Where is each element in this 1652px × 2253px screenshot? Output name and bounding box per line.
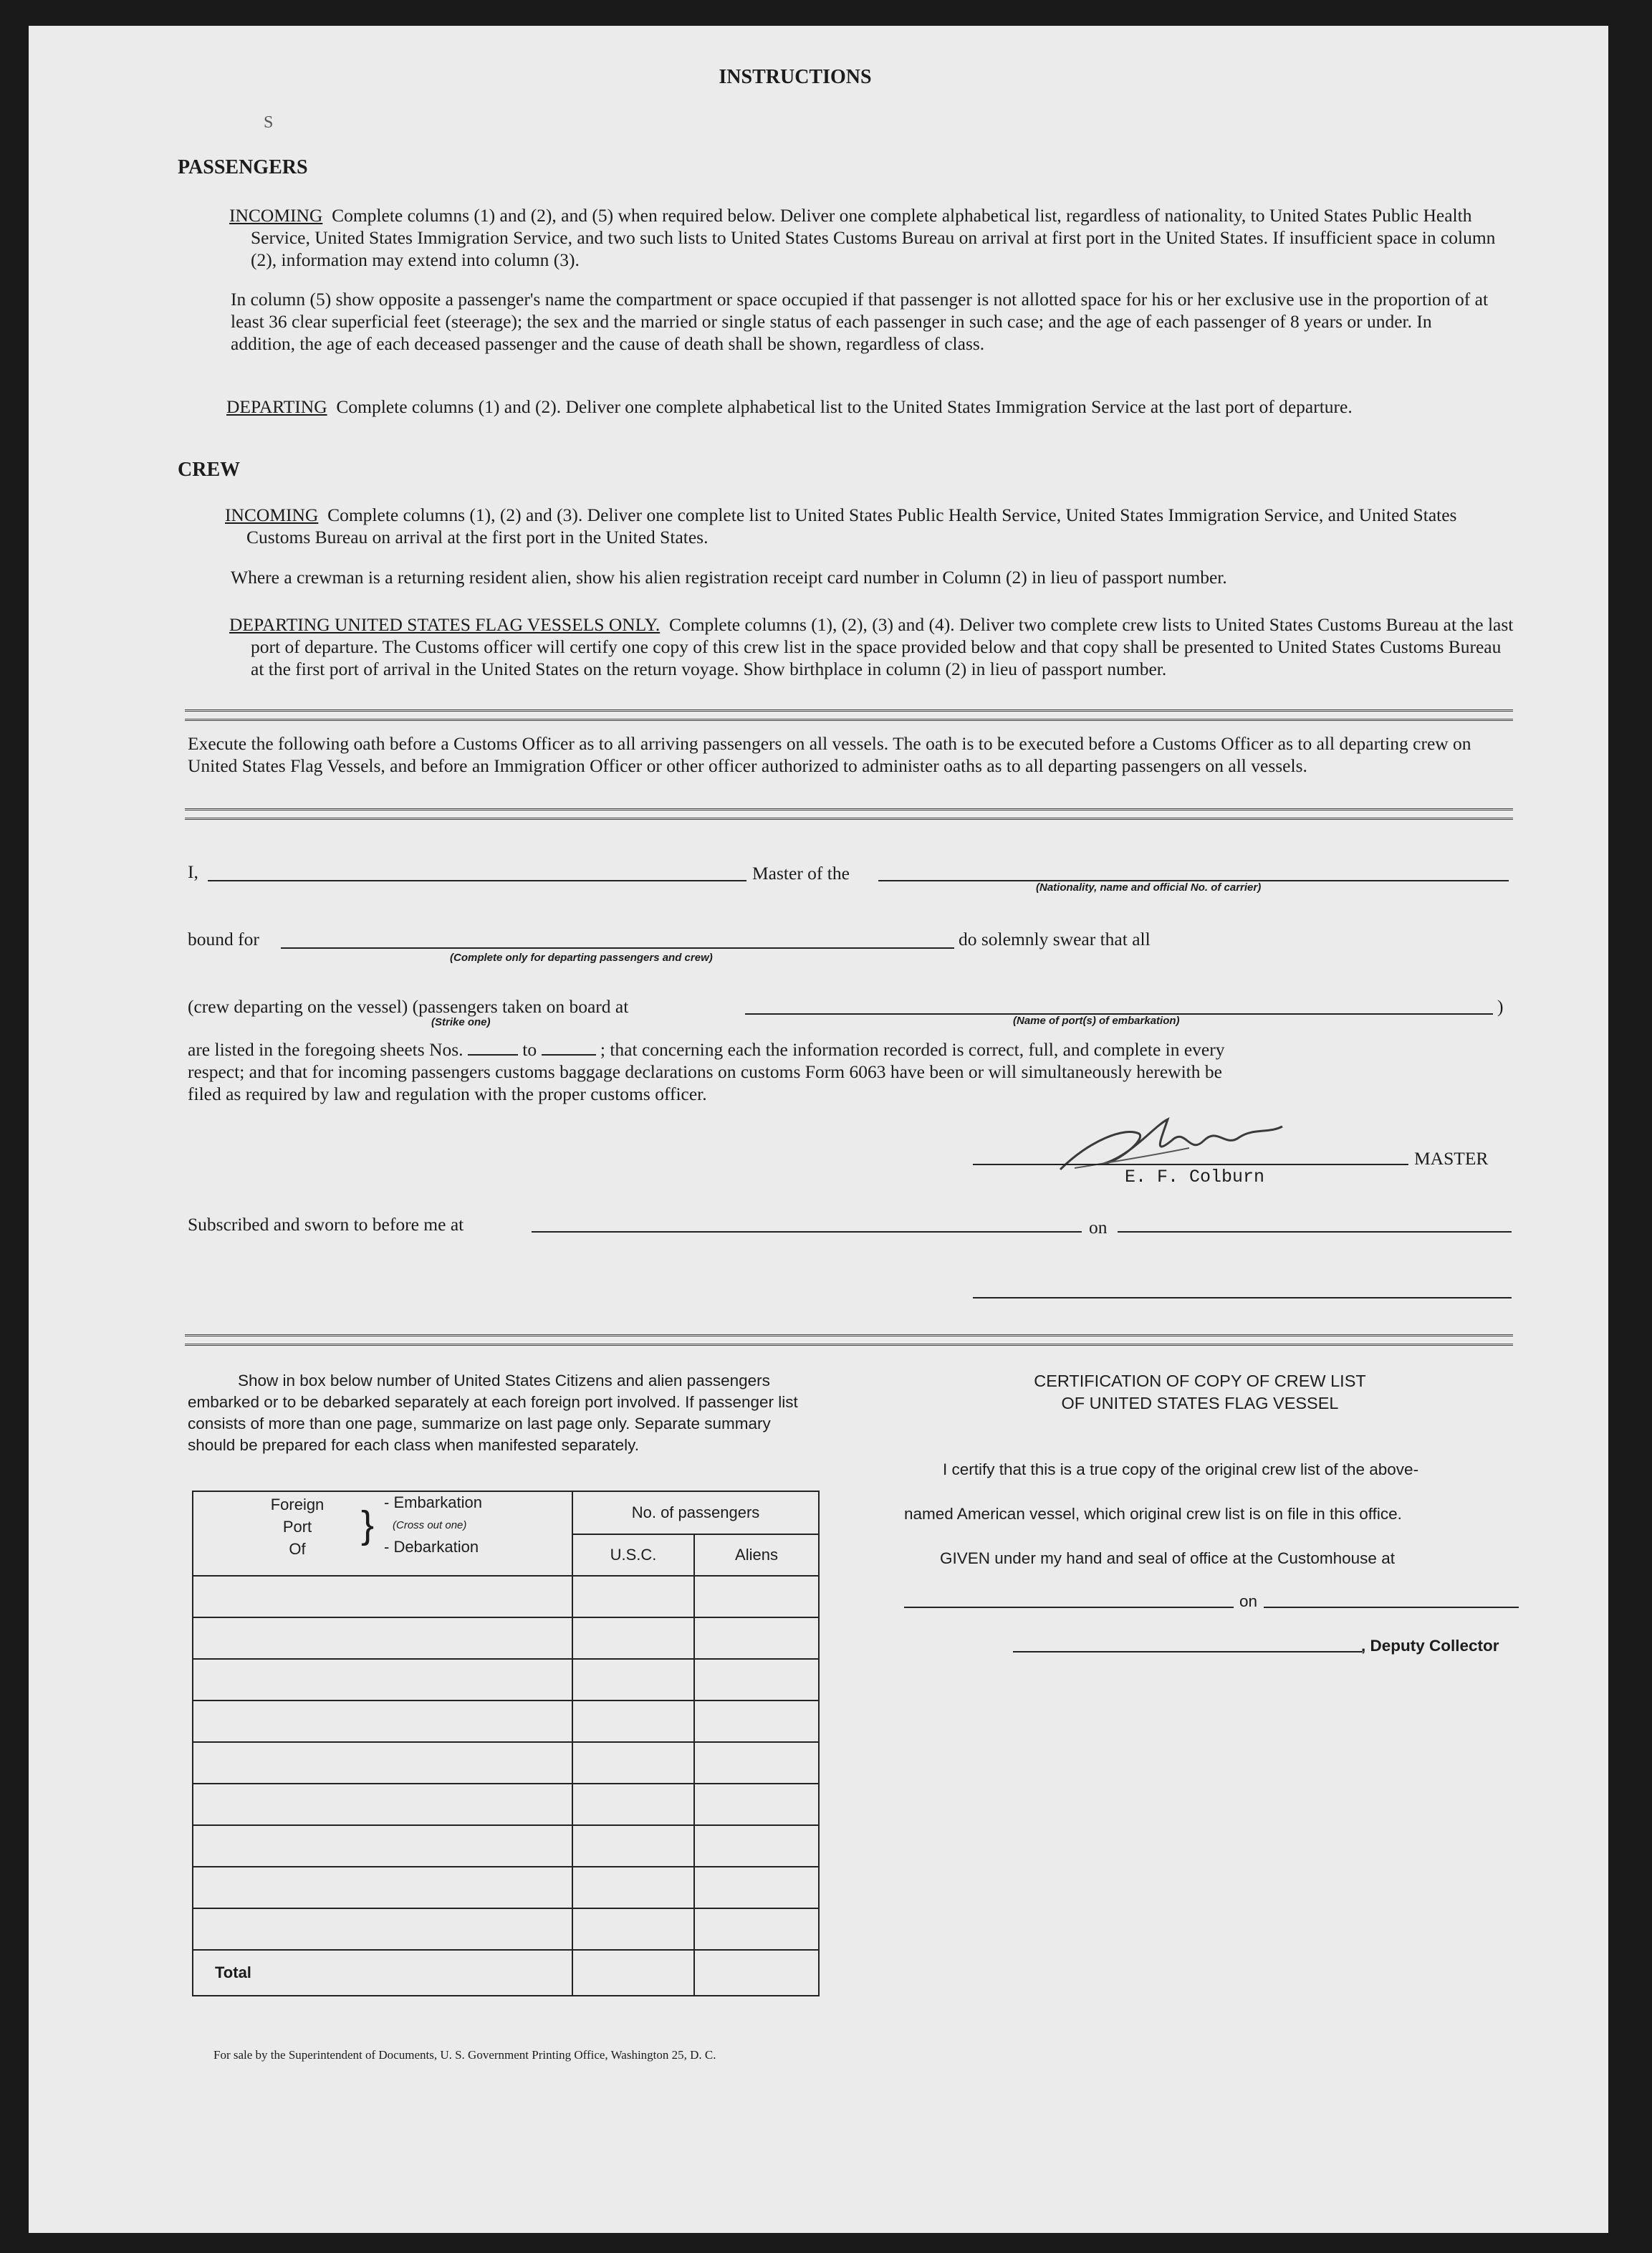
footer-note: For sale by the Superintendent of Documents, U. S. Government Printing Office, Washington 25, D. C. xyxy=(213,2048,716,2062)
aliens-cell[interactable] xyxy=(694,1784,819,1825)
crew-incoming-paragraph xyxy=(225,504,1514,548)
usc-cell[interactable] xyxy=(572,1784,694,1825)
passengers-departing-text: Complete columns (1) and (2). Deliver one complete alphabetical list to the United States Immigration Service at the last port of departure. xyxy=(336,396,1353,417)
subscribed-date-field[interactable] xyxy=(1118,1231,1512,1233)
sheet-to-field[interactable] xyxy=(542,1054,596,1056)
passengers-heading: PASSENGERS xyxy=(178,156,308,178)
port-cell[interactable] xyxy=(193,1659,572,1700)
table-row xyxy=(193,1700,819,1742)
ports-caption: (Name of port(s) of embarkation) xyxy=(1013,1015,1180,1027)
table-row xyxy=(193,1659,819,1700)
usc-cell[interactable] xyxy=(572,1617,694,1659)
master-name-field[interactable] xyxy=(208,880,746,881)
total-label: Total xyxy=(193,1950,572,1996)
subscribed-on-label: on xyxy=(1089,1217,1108,1238)
crew-departing-text: Complete columns (1), (2), (3) and (4). Deliver two complete crew lists to United States Customs Bureau at the last port of departure. The Customs officer will certify one copy of this crew list in the space provided below and that copy shall be presented to United States Customs Bureau at the first port of arrival in the United States on the return voyage. Show birthplace in column (2) in lieu of passport number. xyxy=(251,614,1514,679)
usc-cell[interactable] xyxy=(572,1659,694,1700)
divider xyxy=(185,709,1513,721)
listed-text-4: filed as required by law and regulation with the proper customs officer. xyxy=(188,1084,707,1104)
stray-mark: S xyxy=(264,113,274,132)
crew-incoming-lead: INCOMING xyxy=(225,504,319,525)
table-row xyxy=(193,1908,819,1950)
port-cell[interactable] xyxy=(193,1784,572,1825)
of-label: Of xyxy=(289,1540,306,1558)
usc-cell[interactable] xyxy=(572,1908,694,1950)
certification-on-label: on xyxy=(1239,1592,1258,1610)
table-row xyxy=(193,1867,819,1908)
deputy-signature-field[interactable] xyxy=(1013,1651,1363,1652)
crew-departing-paragraph xyxy=(229,613,1519,680)
foreign-port-label xyxy=(265,1493,330,1560)
table-row xyxy=(193,1742,819,1784)
aliens-cell[interactable] xyxy=(694,1617,819,1659)
crew-resident-paragraph: Where a crewman is a returning resident alien, show his alien registration receipt card number in Column (2) in lieu of passport number. xyxy=(231,567,1227,588)
port-cell[interactable] xyxy=(193,1700,572,1742)
oath-i-label: I, xyxy=(188,861,198,882)
divider xyxy=(185,808,1513,820)
usc-header: U.S.C. xyxy=(572,1534,694,1576)
passengers-incoming-lead: INCOMING xyxy=(229,205,323,226)
close-paren: ) xyxy=(1497,996,1504,1017)
bound-for-field[interactable] xyxy=(281,947,954,949)
total-row xyxy=(193,1950,819,1996)
table-row xyxy=(193,1784,819,1825)
usc-cell[interactable] xyxy=(572,1700,694,1742)
customhouse-field[interactable] xyxy=(904,1607,1234,1608)
aliens-cell[interactable] xyxy=(694,1700,819,1742)
master-name: E. F. Colburn xyxy=(1125,1167,1265,1187)
crew-heading: CREW xyxy=(178,459,241,481)
table-row xyxy=(193,1576,819,1617)
master-signature-line[interactable] xyxy=(973,1164,1408,1165)
aliens-cell[interactable] xyxy=(694,1576,819,1617)
port-cell[interactable] xyxy=(193,1825,572,1867)
nationality-caption: (Nationality, name and official No. of carrier) xyxy=(1036,881,1262,894)
complete-only-caption: (Complete only for departing passengers and crew) xyxy=(450,952,713,964)
listed-text-3: respect; and that for incoming passengers customs baggage declarations on customs Form 6063 have been or will simultaneously herewith be xyxy=(188,1061,1222,1082)
usc-cell[interactable] xyxy=(572,1576,694,1617)
aliens-cell[interactable] xyxy=(694,1742,819,1784)
port-cell[interactable] xyxy=(193,1867,572,1908)
aliens-header: Aliens xyxy=(694,1534,819,1576)
oath-instruction: Execute the following oath before a Customs Officer as to all arriving passengers on all vessels. The oath is to be executed before a Customs Officer as to all departing crew on United States Flag Vessels, and before an Immigration Officer or other officer authorized to administer oaths as to all departing passengers on all vessels. xyxy=(188,733,1471,776)
certification-heading-line-1: CERTIFICATION OF COPY OF CREW LIST xyxy=(1034,1372,1366,1390)
foreign-port-header xyxy=(193,1491,572,1576)
sheet-from-field[interactable] xyxy=(468,1054,518,1056)
usc-cell[interactable] xyxy=(572,1742,694,1784)
aliens-total-cell[interactable] xyxy=(694,1950,819,1996)
certification-line-1: I certify that this is a true copy of the original crew list of the above- xyxy=(943,1460,1419,1478)
usc-total-cell[interactable] xyxy=(572,1950,694,1996)
port-cell[interactable] xyxy=(193,1617,572,1659)
page-title: INSTRUCTIONS xyxy=(719,66,872,88)
port-label: Port xyxy=(282,1518,312,1536)
certification-heading xyxy=(881,1370,1519,1415)
listed-paragraph xyxy=(188,1038,1520,1105)
master-label: MASTER xyxy=(1414,1148,1489,1169)
certification-heading-line-2: OF UNITED STATES FLAG VESSEL xyxy=(1061,1394,1339,1412)
no-of-passengers-header: No. of passengers xyxy=(572,1491,819,1534)
passenger-summary-table xyxy=(192,1491,820,1996)
passengers-incoming-text: Complete columns (1) and (2), and (5) when required below. Deliver one complete alphabetical list, regardless of nationality, to United States Public Health Service, United States Immigration Service, and two such lists to United States Customs Bureau on arrival at first port in the United States. If insufficient space in column (2), information may extend into column (3). xyxy=(251,205,1496,270)
subscribed-place-field[interactable] xyxy=(532,1231,1082,1233)
deputy-collector-label: , Deputy Collector xyxy=(1361,1637,1499,1655)
passengers-column5-paragraph: In column (5) show opposite a passenger's name the compartment or space occupied if that passenger is not allotted space for his or her exclusive use in the proportion of at least 36 clear superficial feet (steerage); the sex and the married or single status of each passenger in such case; and the age of each passenger of 8 years or under. In addition, the age of each deceased passenger and the cause of death shall be shown, regardless of class. xyxy=(231,289,1489,354)
certification-line-3: GIVEN under my hand and seal of office at the Customhouse at xyxy=(940,1549,1395,1567)
bound-for-label: bound for xyxy=(188,929,259,949)
aliens-cell[interactable] xyxy=(694,1867,819,1908)
listed-text-2: ; that concerning each the information recorded is correct, full, and complete in every xyxy=(600,1039,1225,1060)
foreign-label: Foreign xyxy=(270,1496,325,1513)
aliens-cell[interactable] xyxy=(694,1908,819,1950)
listed-text-1: are listed in the foregoing sheets Nos. xyxy=(188,1039,464,1060)
passengers-incoming-paragraph xyxy=(229,204,1519,271)
master-of-the-label: Master of the xyxy=(752,863,850,884)
aliens-cell[interactable] xyxy=(694,1659,819,1700)
to-word: to xyxy=(522,1039,537,1060)
crew-incoming-text: Complete columns (1), (2) and (3). Deliver one complete list to United States Public Health Service, United States Immigration Service, and United States Customs Bureau on arrival at the first port in the United States. xyxy=(246,504,1457,547)
strike-one-caption: (Strike one) xyxy=(431,1016,491,1028)
table-row xyxy=(193,1617,819,1659)
crew-departing-text: (crew departing on the vessel) (passengers taken on board at xyxy=(188,996,629,1017)
cross-out-caption: (Cross out one) xyxy=(393,1519,467,1531)
subscribed-label: Subscribed and sworn to before me at xyxy=(188,1214,464,1235)
crew-departing-lead: DEPARTING UNITED STATES FLAG VESSELS ONLY. xyxy=(229,614,661,635)
port-cell[interactable] xyxy=(193,1742,572,1784)
summary-instruction: Show in box below number of United States Citizens and alien passengers embarked or to be debarked separately at each foreign port involved. If passenger list consists of more than one page, summarize on last page only. Separate summary should be prepared for each class when manifested separately. xyxy=(188,1372,798,1454)
passengers-departing-lead: DEPARTING xyxy=(226,396,327,417)
table-header-row xyxy=(193,1491,819,1534)
port-cell[interactable] xyxy=(193,1576,572,1617)
table-row xyxy=(193,1825,819,1867)
certification-line-2: named American vessel, which original crew list is on file in this office. xyxy=(904,1505,1402,1523)
officer-signature-field[interactable] xyxy=(973,1297,1512,1298)
usc-cell[interactable] xyxy=(572,1867,694,1908)
debarkation-label[interactable]: - Debarkation xyxy=(384,1538,479,1556)
aliens-cell[interactable] xyxy=(694,1825,819,1867)
usc-cell[interactable] xyxy=(572,1825,694,1867)
passengers-departing-paragraph xyxy=(226,396,1519,418)
brace-icon: } xyxy=(361,1503,375,1546)
divider xyxy=(185,1334,1513,1346)
swear-text: do solemnly swear that all xyxy=(959,929,1151,949)
port-cell[interactable] xyxy=(193,1908,572,1950)
embarkation-label[interactable]: - Embarkation xyxy=(384,1493,482,1511)
certification-date-field[interactable] xyxy=(1264,1607,1519,1608)
